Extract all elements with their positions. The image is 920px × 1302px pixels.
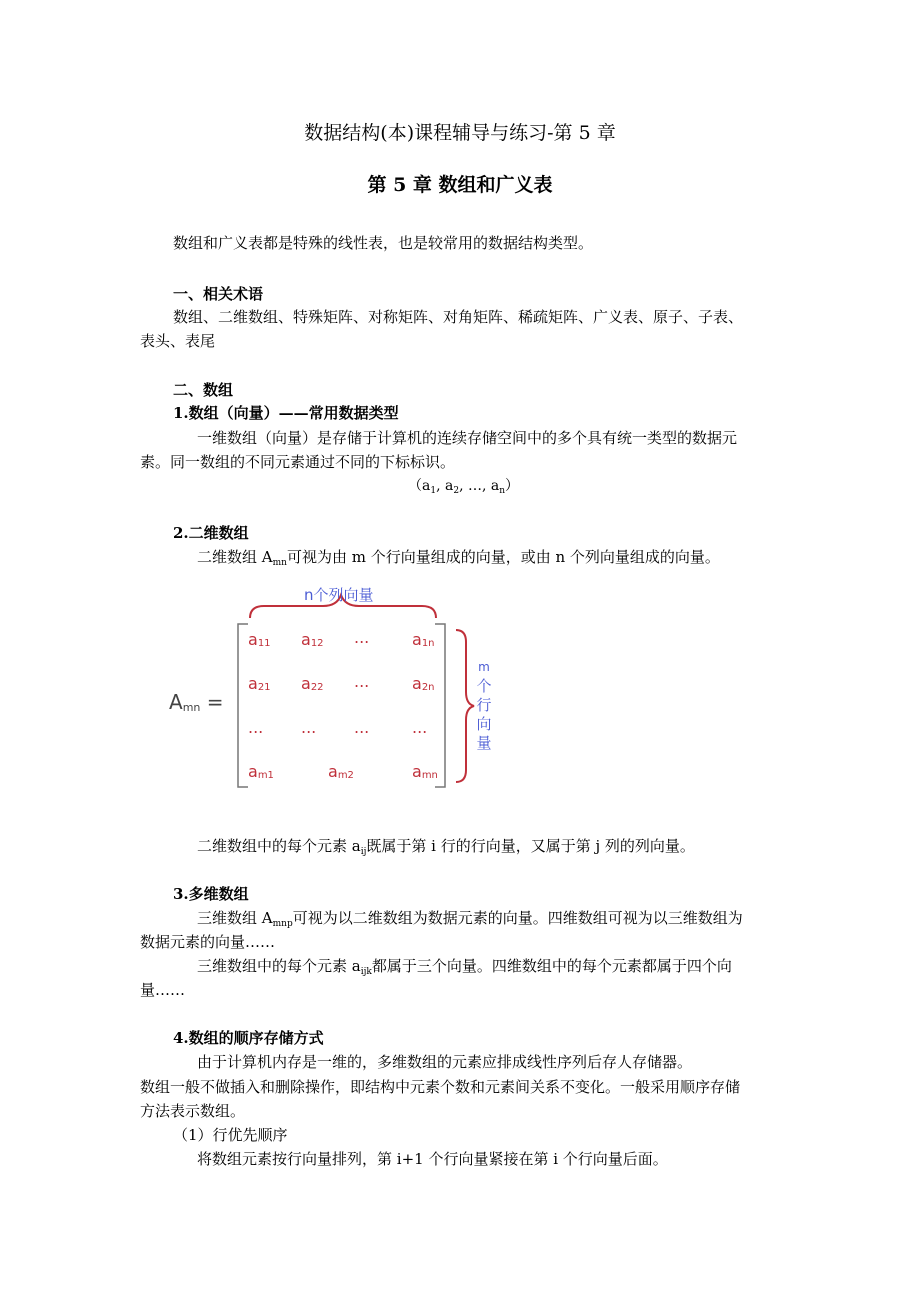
chapter-title: 第 5 章 数组和广义表 [367,174,553,196]
matrix-cell: $a_{2n}$ [412,674,435,693]
s4-item-1-text: 将数组元素按行向量排列，第 i+1 个行向量紧接在第 i 个行向量后面。 [197,1150,668,1168]
s1-line-1: 一维数组（向量）是存储于计算机的连续存储空间中的多个具有统一类型的数据元 [197,429,738,447]
matrix-dots: ... [301,718,317,737]
s2-line-1: 二维数组 $A_{mn}$可视为由 m 个行向量组成的向量，或由 n 个列向量组成的向量。 [197,548,720,568]
s3-line-3: 三维数组中的每个元素 $a_{ijk}$都属于三个向量。四维数组中的每个元素都属于四个向 [197,957,732,977]
terms-line-1: 数组、二维数组、特殊矩阵、对称矩阵、对角矩阵、稀疏矩阵、广义表、原子、子表、 [173,308,744,326]
matrix-cell: $a_{22}$ [301,674,324,693]
document-title: 数据结构(本)课程辅导与练习-第 5 章 [304,122,616,144]
subsection-heading-4: 4.数组的顺序存储方式 [173,1029,324,1047]
matrix-dots: ... [354,628,370,647]
matrix-cell: $a_{1n}$ [412,630,435,649]
matrix-cell: $a_{12}$ [301,630,324,649]
terms-line-2: 表头、表尾 [140,332,216,350]
matrix-cell: $a_{11}$ [248,630,271,649]
section-heading-terms: 一、相关术语 [173,285,264,303]
matrix-dots: ... [248,718,264,737]
s3-line-2: 数据元素的向量…… [140,933,276,951]
s3-line-4: 量…… [140,981,186,999]
matrix-cell: $a_{m2}$ [328,762,354,781]
s4-line-2: 数组一般不做插入和删除操作，即结构中元素个数和元素间关系不变化。一般采用顺序存储 [140,1078,741,1096]
s1-line-2: 素。同一数组的不同元素通过不同的下标标识。 [140,453,456,471]
matrix-figure [160,578,520,798]
matrix-dots: ... [354,718,370,737]
matrix-name: $A_{mn}$ = [169,690,224,714]
row-vector-label: m 个 行 向 量 [476,660,492,752]
s4-item-1: （1）行优先顺序 [173,1126,288,1144]
s4-line-1: 由于计算机内存是一维的，多维数组的元素应排成线性序列后存人存储器。 [197,1053,693,1071]
section-heading-arrays: 二、数组 [173,381,234,399]
matrix-dots: ... [354,672,370,691]
s3-line-1: 三维数组 $A_{mnp}$可视为以二维数组为数据元素的向量。四维数组可视为以三维数组为 [197,909,743,929]
matrix-dots: ... [412,718,428,737]
right-brace [456,630,474,782]
subsection-heading-3: 3.多维数组 [173,885,249,903]
s4-line-3: 方法表示数组。 [140,1102,246,1120]
matrix-cell: $a_{21}$ [248,674,271,693]
subsection-heading-2: 2.二维数组 [173,524,249,542]
subsection-heading-1: 1.数组（向量）——常用数据类型 [173,404,399,422]
vector-formula: （$a_1$, $a_2$, …, $a_n$） [408,478,520,496]
matrix-cell: $a_{mn}$ [412,762,438,781]
intro-paragraph: 数组和广义表都是特殊的线性表，也是较常用的数据结构类型。 [173,234,594,252]
column-vector-label: n个列向量 [304,586,374,604]
left-bracket [238,624,248,787]
s2-after-figure: 二维数组中的每个元素 $a_{ij}$既属于第 i 行的行向量，又属于第 j 列的列向量。 [197,837,695,857]
matrix-cell: $a_{m1}$ [248,762,274,781]
